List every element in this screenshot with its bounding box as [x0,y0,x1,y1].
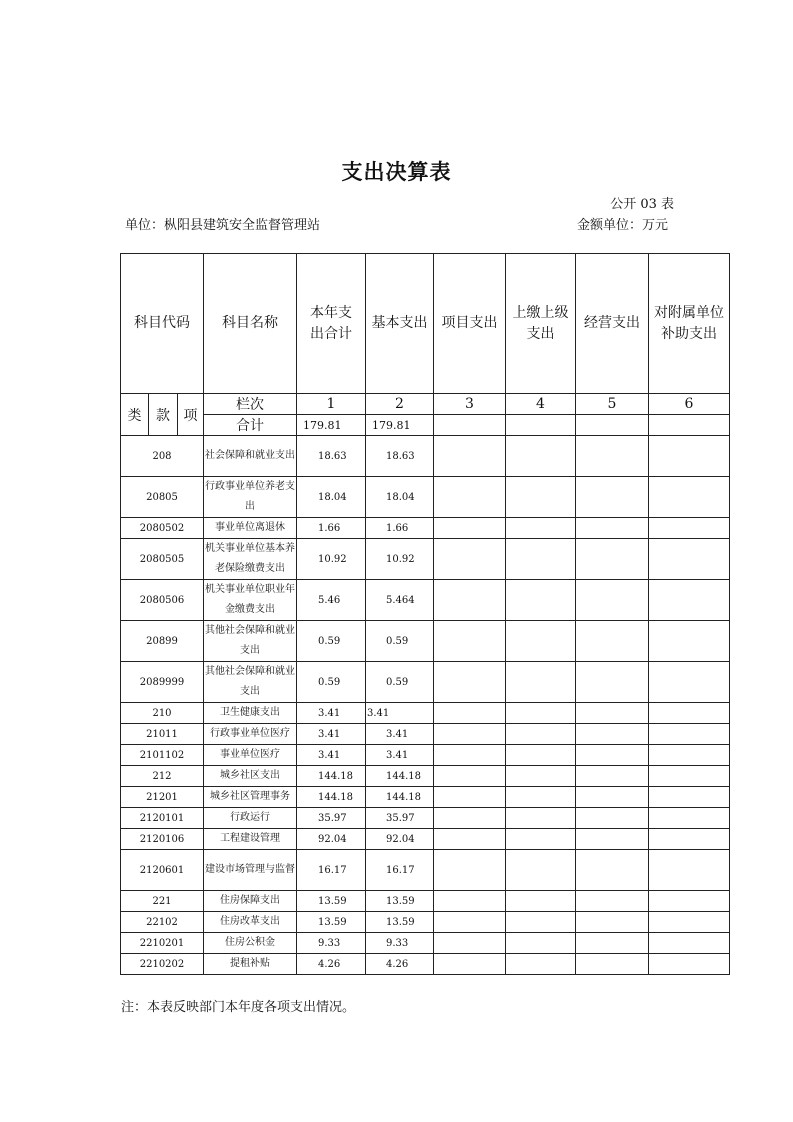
row-name: 工程建设管理 [204,829,297,850]
row-total: 3.41 [297,724,366,745]
empty-cell [576,724,649,745]
empty-cell [576,850,649,891]
row-basic: 35.97 [366,808,434,829]
total-row-label: 合计 [204,415,297,436]
empty-cell [434,436,506,477]
empty-cell [506,850,576,891]
empty-cell [649,436,730,477]
row-basic: 144.18 [366,766,434,787]
table-row [121,477,730,518]
table-row [121,954,730,975]
row-basic: 0.59 [366,621,434,662]
row-name: 其他社会保障和就业支出 [204,662,297,703]
table-row [121,787,730,808]
table-row [121,912,730,933]
row-code: 2120601 [121,850,204,891]
form-number: 公开 03 表 [610,197,674,212]
empty-cell [576,436,649,477]
row-code: 20899 [121,621,204,662]
empty-cell [434,912,506,933]
row-basic: 13.59 [366,912,434,933]
row-name: 住房保障支出 [204,891,297,912]
column-number: 3 [434,394,506,415]
empty-cell [649,954,730,975]
row-total: 9.33 [297,933,366,954]
table-row [121,621,730,662]
row-total: 92.04 [297,829,366,850]
empty-cell [576,912,649,933]
empty-cell [434,891,506,912]
empty-cell [649,518,730,539]
row-basic: 9.33 [366,933,434,954]
row-name: 事业单位医疗 [204,745,297,766]
row-basic: 18.63 [366,436,434,477]
empty-cell [649,829,730,850]
row-basic: 18.04 [366,477,434,518]
row-code: 2120106 [121,829,204,850]
header-name: 科目名称 [204,254,297,394]
row-code: 2210201 [121,933,204,954]
row-total: 18.63 [297,436,366,477]
row-total: 0.59 [297,621,366,662]
row-name: 事业单位离退休 [204,518,297,539]
table-row [121,745,730,766]
empty-cell [506,539,576,580]
empty-cell [576,745,649,766]
row-total: 13.59 [297,891,366,912]
row-code: 21011 [121,724,204,745]
empty-cell [576,703,649,724]
table-row [121,539,730,580]
row-basic: 4.26 [366,954,434,975]
row-code: 208 [121,436,204,477]
table-row [121,662,730,703]
empty-cell [649,745,730,766]
row-basic: 3.41 [366,745,434,766]
header-upper: 上缴上级支出 [506,254,576,394]
column-number: 1 [297,394,366,415]
table-body [121,436,730,975]
empty-cell [576,787,649,808]
empty-cell [506,745,576,766]
empty-cell [649,808,730,829]
header-code: 科目代码 [121,254,204,394]
row-total: 144.18 [297,787,366,808]
row-basic: 13.59 [366,891,434,912]
row-code: 210 [121,703,204,724]
empty-cell [434,933,506,954]
empty-cell [506,829,576,850]
empty-cell [576,518,649,539]
empty-cell [649,580,730,621]
empty-cell [434,850,506,891]
row-code: 2080506 [121,580,204,621]
row-basic: 0.59 [366,662,434,703]
row-total: 0.59 [297,662,366,703]
empty-cell [576,933,649,954]
header-lei: 类 [121,394,149,436]
empty-cell [576,766,649,787]
row-code: 2089999 [121,662,204,703]
table-row [121,808,730,829]
table-row [121,580,730,621]
empty-cell [506,477,576,518]
empty-cell [576,415,649,436]
row-name: 行政事业单位医疗 [204,724,297,745]
empty-cell [434,724,506,745]
total-row-total: 179.81 [297,415,366,436]
row-name: 住房公积金 [204,933,297,954]
currency-label: 金额单位：万元 [576,218,668,233]
empty-cell [434,766,506,787]
row-code: 221 [121,891,204,912]
header-business: 经营支出 [576,254,649,394]
table-row [121,703,730,724]
row-name: 住房改革支出 [204,912,297,933]
row-total: 10.92 [297,539,366,580]
empty-cell [506,724,576,745]
row-total: 1.66 [297,518,366,539]
empty-cell [649,766,730,787]
empty-cell [576,477,649,518]
row-name: 机关事业单位基本养老保险缴费支出 [204,539,297,580]
empty-cell [506,703,576,724]
empty-cell [434,662,506,703]
row-total: 35.97 [297,808,366,829]
empty-cell [434,829,506,850]
row-name: 城乡社区管理事务 [204,787,297,808]
row-name: 城乡社区支出 [204,766,297,787]
row-basic: 3.41 [366,703,434,724]
row-code: 21201 [121,787,204,808]
table-row [121,518,730,539]
empty-cell [649,539,730,580]
empty-cell [506,662,576,703]
empty-cell [434,808,506,829]
header-xiang: 项 [178,394,204,436]
empty-cell [434,477,506,518]
table-row [121,829,730,850]
empty-cell [506,891,576,912]
empty-cell [576,580,649,621]
row-total: 5.46 [297,580,366,621]
empty-cell [576,954,649,975]
empty-cell [576,891,649,912]
empty-cell [434,580,506,621]
row-code: 2210202 [121,954,204,975]
empty-cell [506,580,576,621]
row-code: 22102 [121,912,204,933]
row-code: 2080505 [121,539,204,580]
row-total: 3.41 [297,703,366,724]
table-row [121,891,730,912]
footnote: 注：本表反映部门本年度各项支出情况。 [121,1000,356,1015]
row-name: 卫生健康支出 [204,703,297,724]
row-basic: 3.41 [366,724,434,745]
empty-cell [434,703,506,724]
empty-cell [576,539,649,580]
page-title: 支出决算表 [341,159,452,184]
empty-cell [506,912,576,933]
empty-cell [506,436,576,477]
empty-cell [576,808,649,829]
row-basic: 1.66 [366,518,434,539]
table-row [121,933,730,954]
row-basic: 92.04 [366,829,434,850]
empty-cell [649,662,730,703]
row-basic: 144.18 [366,787,434,808]
row-name: 其他社会保障和就业支出 [204,621,297,662]
row-code: 20805 [121,477,204,518]
empty-cell [506,518,576,539]
empty-cell [649,477,730,518]
expenditure-table [120,253,730,975]
header-kuan: 款 [149,394,178,436]
empty-cell [649,621,730,662]
table-row [121,436,730,477]
row-code: 2080502 [121,518,204,539]
empty-cell [649,703,730,724]
row-name: 机关事业单位职业年金缴费支出 [204,580,297,621]
empty-cell [649,724,730,745]
row-total: 144.18 [297,766,366,787]
empty-cell [434,745,506,766]
empty-cell [506,954,576,975]
column-number: 4 [506,394,576,415]
table-row [121,850,730,891]
row-total: 4.26 [297,954,366,975]
empty-cell [649,850,730,891]
row-basic: 5.464 [366,580,434,621]
row-name: 行政事业单位养老支出 [204,477,297,518]
row-basic: 10.92 [366,539,434,580]
empty-cell [506,415,576,436]
empty-cell [576,662,649,703]
header-subsidiary: 对附属单位补助支出 [649,254,730,394]
empty-cell [434,621,506,662]
empty-cell [434,518,506,539]
empty-cell [649,912,730,933]
empty-cell [649,415,730,436]
total-row-basic: 179.81 [366,415,434,436]
unit-label: 单位：枞阳县建筑安全监督管理站 [125,218,321,233]
table-row [121,724,730,745]
row-name: 建设市场管理与监督 [204,850,297,891]
empty-cell [649,891,730,912]
row-total: 3.41 [297,745,366,766]
row-basic: 16.17 [366,850,434,891]
header-lanci: 栏次 [204,394,297,415]
empty-cell [434,415,506,436]
table-row [121,766,730,787]
row-name: 行政运行 [204,808,297,829]
row-code: 212 [121,766,204,787]
column-number: 6 [649,394,730,415]
row-name: 社会保障和就业支出 [204,436,297,477]
empty-cell [506,933,576,954]
row-name: 提租补贴 [204,954,297,975]
header-basic: 基本支出 [366,254,434,394]
row-code: 2101102 [121,745,204,766]
empty-cell [649,787,730,808]
column-number: 2 [366,394,434,415]
row-total: 13.59 [297,912,366,933]
empty-cell [506,808,576,829]
row-total: 18.04 [297,477,366,518]
empty-cell [434,539,506,580]
header-total: 本年支出合计 [297,254,366,394]
column-number: 5 [576,394,649,415]
row-code: 2120101 [121,808,204,829]
empty-cell [434,954,506,975]
empty-cell [506,766,576,787]
empty-cell [649,933,730,954]
empty-cell [506,621,576,662]
empty-cell [576,621,649,662]
header-project: 项目支出 [434,254,506,394]
empty-cell [506,787,576,808]
empty-cell [576,829,649,850]
empty-cell [434,787,506,808]
row-total: 16.17 [297,850,366,891]
